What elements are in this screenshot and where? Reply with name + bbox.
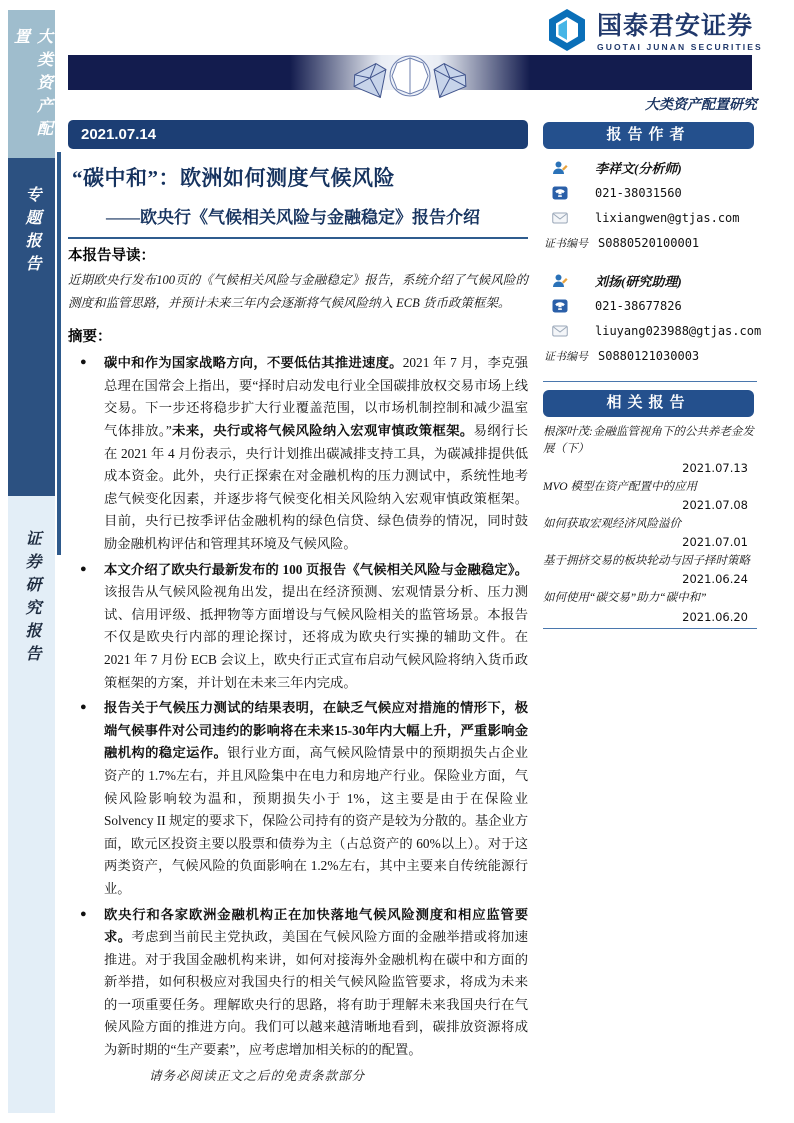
report-title: “碳中和”：欧洲如何测度气候风险	[72, 166, 395, 190]
sidebar-section-securities-research	[8, 496, 55, 1113]
authors-list	[543, 155, 762, 368]
summary-heading: 摘要：	[68, 329, 112, 346]
summary-bullet: ● 欧央行和各家欧洲金融机构正在加快落地气候风险测度和相应监管要求。考虑到当前民主党执政，美国在气候风险方面的金融举措或将加速推进。对于我国金融机构来讲，如何对接海外金融机构在碳中和方面的新举措，如何积极应对我国央行的相关气候风险监管要求，将成为未来的一项重要任务。理解欧央行的思路，将有助于理解未来我国央行在气候风险方面的推进方向。我们可以越来越清晰地看到，碳排放资源将成为新时期的“生产要素”，应考虑增加相关标的的配置。	[68, 904, 528, 1062]
author-email-row	[543, 318, 762, 343]
related-report-title: 如何使用“碳交易”助力“碳中和”	[543, 592, 707, 605]
left-sidebar	[8, 10, 55, 1113]
report-date: 2021.07.14	[68, 120, 528, 149]
accent-rule	[57, 152, 61, 555]
related-report-date: 2021.07.08	[682, 497, 748, 512]
brand-name-cn: 国泰君安证券	[597, 12, 754, 40]
brand-name-en: GUOTAI JUNAN SECURITIES	[597, 41, 763, 52]
authors-panel-header: 报告作者	[543, 122, 754, 149]
summary-bullet: ● 本文介绍了欧央行最新发布的 100 页报告《气候相关风险与金融稳定》。该报告从气候风险视角出发，提出在经济预测、宏观情景分析、压力测试、信用评级、抵押物等方面增设与气候风险相关的监管场景。本报告不仅是欧央行内部的理论探讨，还将成为欧央行实操的辅助文件。在 2021 年 7 月份 ECB 会议上，欧央行正式宣布启动气候风险将纳入货币政策框架的方案，并计划在未来三年内完成。	[68, 559, 528, 695]
related-report-title: 基于拥挤交易的板块轮动与因子择时策略	[543, 555, 750, 567]
sidebar-section-special-report	[8, 158, 55, 496]
summary-bullet: ● 报告关于气候压力测试的结果表明，在缺乏气候应对措施的情形下，极端气候事件对公司违约的影响将在未来15-30年内大幅上升，严重影响金融机构的稳定运作。银行业方面，高气候风险情景中的预期损失占企业资产的 1.7%左右，并且风险集中在电力和房地产行业。保险业方面，气候风险影响较为温和，预期损失小于 1%，这主要是由于在保险业 Solvency II 规定的要求下，保险公司持有的资产是较为分散的。基企业方面，欧元区投资主要以股票和债券为主（占总资产的 60%以上）。对于这两类资产，气候风险的负面影响在 1.2%左右，其中主要来自传统能源行业。	[68, 697, 528, 900]
author-block	[543, 155, 757, 255]
author-cert-row	[543, 230, 757, 255]
divider	[543, 628, 757, 629]
header-banner	[68, 55, 752, 90]
related-report-title: 如何获取宏观经济风险溢价	[543, 517, 681, 530]
summary-bullet: ● 碳中和作为国家战略方向，不要低估其推进速度。2021 年 7 月，李克强总理在国常会上指出，要“择时启动发电行业全国碳排放权交易市场上线交易。下一步还将稳步扩大行业覆盖范围，以市场机制控制和减少温室气体排放。”未来，央行或将气候风险纳入宏观审慎政策框架。易纲行长在 2021 年 4 月份表示，央行计划推出碳减排支持工具，为碳减排提供低成本资金。此外，央行正探索在对金融机构的压力测试中，系统性地考虑气候变化因素，并逐步将气候变化相关风险纳入宏观审慎政策框架。目前，央行已按季评估金融机构的绿色信贷、绿色债券的情况，同时鼓励金融机构评估和管理其环境及气候风险。	[68, 352, 528, 555]
related-report-item	[543, 516, 754, 549]
main-column	[68, 120, 528, 1065]
author-cert-row	[543, 343, 757, 368]
lead-heading: 本报告导读：	[68, 248, 155, 264]
related-report-item	[543, 424, 754, 475]
author-phone: 021-38677826	[595, 298, 682, 313]
sidebar-label: 证券研究报告	[23, 530, 40, 668]
author-name-row	[543, 155, 757, 180]
related-report-date: 2021.06.24	[682, 572, 748, 587]
report-subtitle: ——欧央行《气候相关风险与金融稳定》报告介绍	[106, 208, 480, 227]
related-report-title: MVO 模型在资产配置中的应用	[543, 480, 697, 493]
person-icon	[552, 273, 568, 289]
person-icon	[552, 160, 568, 176]
related-panel-header: 相关报告	[543, 390, 754, 417]
brand-logo-icon	[545, 8, 589, 57]
sidebar-label: 大类资产配置	[11, 28, 52, 143]
author-block	[543, 268, 762, 368]
author-email: lixiangwen@gtjas.com	[595, 210, 740, 225]
lead-body: 近期欧央行发布100页的《气候相关风险与金融稳定》报告，系统介绍了气候风险的测度和监管思路，并预计未来三年内会逐渐将气候风险纳入 ECB 货币政策框架。	[68, 273, 528, 311]
related-report-title: 根深叶茂:金融监管视角下的公共养老金发展（下）	[543, 426, 754, 456]
related-report-date: 2021.06.20	[682, 609, 748, 624]
cert-number: S0880520100001	[598, 235, 700, 250]
author-phone-row	[543, 180, 757, 205]
cert-label: 证书编号	[544, 237, 588, 250]
related-report-item	[543, 590, 754, 623]
author-name: 李祥文(分析师)	[595, 161, 682, 176]
diamonds-illustration	[315, 38, 505, 113]
mail-icon	[552, 323, 568, 339]
divider	[68, 237, 528, 239]
related-report-item	[543, 479, 754, 512]
cert-label: 证书编号	[544, 350, 588, 363]
brand-logo	[545, 8, 763, 57]
phone-icon	[552, 298, 568, 314]
sidebar-section-asset-allocation	[8, 10, 55, 158]
related-report-date: 2021.07.01	[682, 535, 748, 549]
disclaimer-footer: 请务必阅读正文之后的免责条款部分	[148, 1069, 365, 1083]
research-division-label: 大类资产配置研究	[645, 98, 757, 113]
author-phone: 021-38031560	[595, 185, 682, 200]
author-name: 刘扬(研究助理)	[595, 274, 682, 289]
related-report-date: 2021.07.13	[682, 460, 748, 475]
summary-bullet-list	[68, 352, 528, 1061]
related-report-item	[543, 553, 754, 586]
related-report-list	[543, 424, 754, 624]
author-email: liuyang023988@gtjas.com	[595, 323, 762, 338]
right-sidebar	[543, 122, 762, 637]
author-name-row	[543, 268, 757, 293]
author-email-row	[543, 205, 757, 230]
mail-icon	[552, 210, 568, 226]
divider	[543, 381, 757, 382]
cert-number: S0880121030003	[598, 348, 700, 363]
phone-icon	[552, 185, 568, 201]
sidebar-label: 专题报告	[23, 186, 40, 278]
author-phone-row	[543, 293, 757, 318]
